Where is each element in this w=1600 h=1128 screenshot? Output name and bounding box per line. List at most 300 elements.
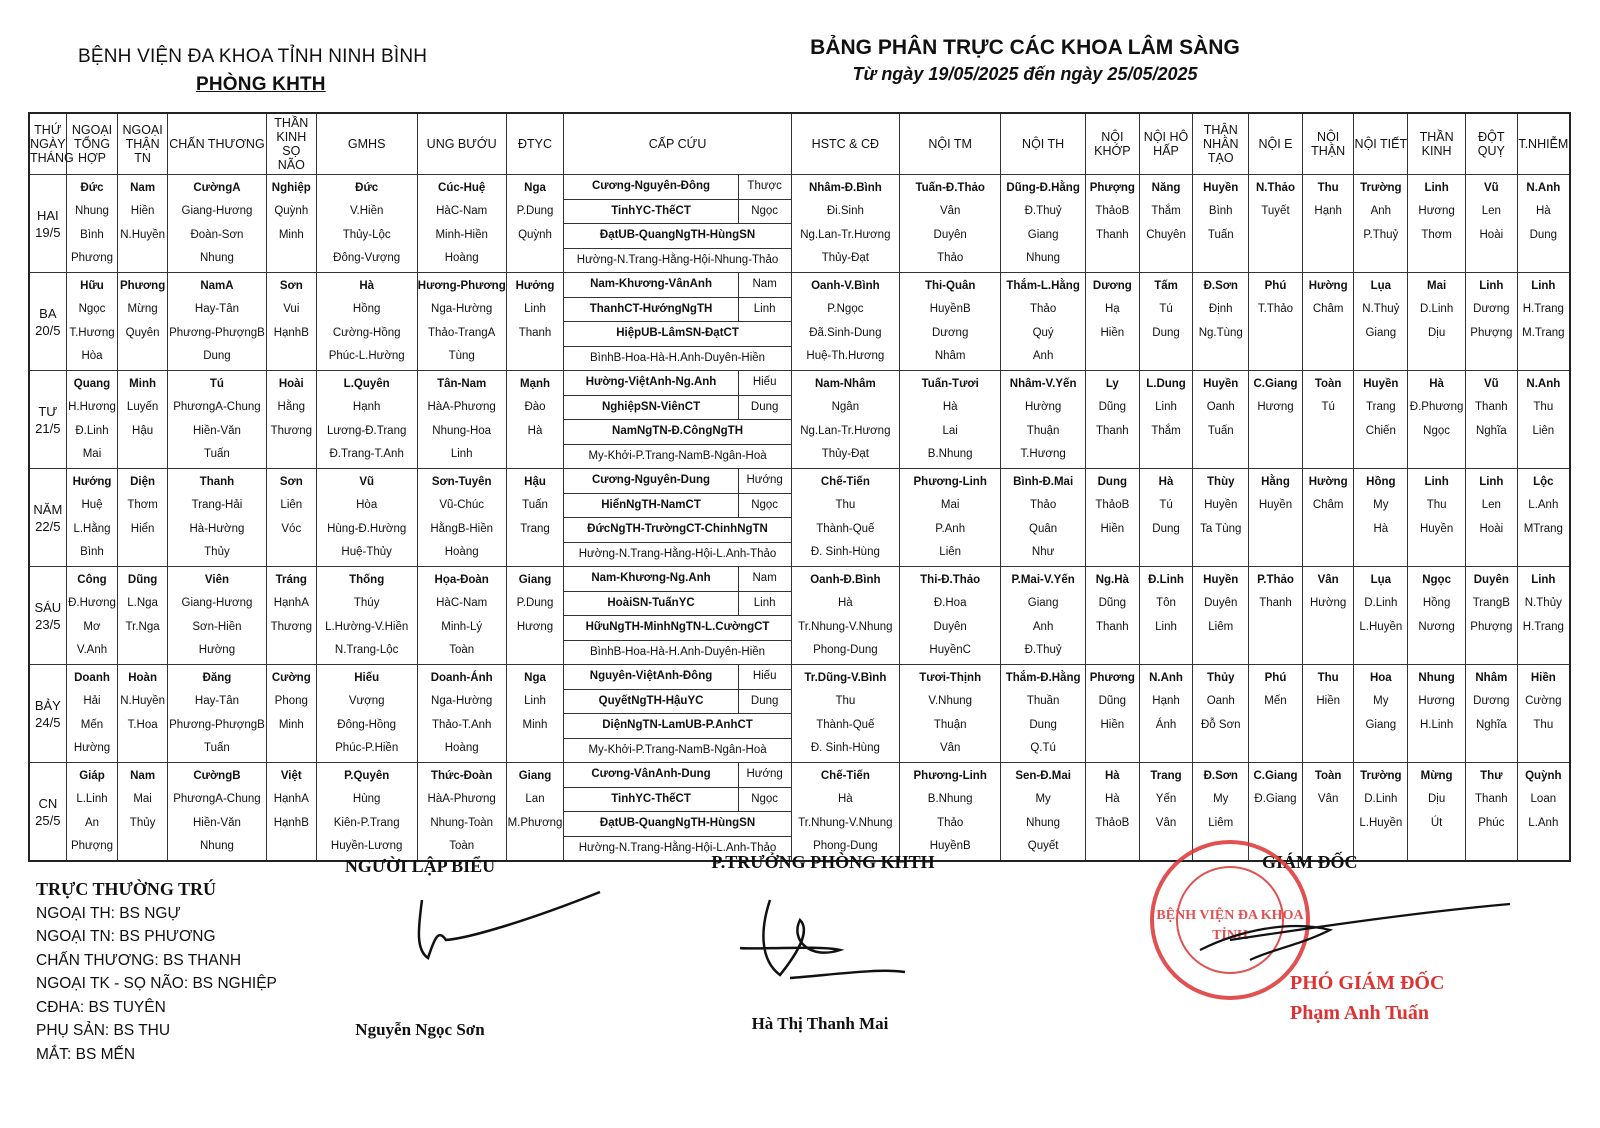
staff-name: Thủy bbox=[129, 816, 156, 829]
staff-name: Đăng bbox=[202, 671, 232, 684]
emergency-row bbox=[564, 371, 790, 396]
emergency-row bbox=[564, 665, 790, 690]
staff-name: Dương bbox=[932, 326, 969, 339]
staff-name bbox=[1303, 420, 1354, 444]
staff-name: Hiền-Văn bbox=[192, 424, 241, 437]
roster-cell bbox=[1085, 175, 1139, 273]
staff-name: Hoàng bbox=[444, 742, 479, 754]
staff-name: Dũng bbox=[1098, 401, 1127, 413]
roster-cell bbox=[1085, 665, 1139, 763]
staff-name: Vân bbox=[1155, 816, 1177, 829]
emergency-team: Nam-Khương-VânAnh bbox=[590, 278, 712, 290]
staff-name: MTrang bbox=[1523, 522, 1563, 535]
staff-name: Hiếu bbox=[354, 671, 380, 684]
staff-name: HàA-Phương bbox=[427, 793, 496, 805]
staff-name bbox=[1408, 541, 1465, 565]
staff-name: Linh bbox=[1424, 475, 1449, 488]
staff-name: Sơn-Hiền bbox=[192, 620, 242, 633]
staff-name: Linh bbox=[1155, 401, 1177, 413]
staff-name: Năng bbox=[1151, 181, 1181, 194]
staff-name: Châm bbox=[1312, 499, 1344, 511]
col-than-nhan-tao: THẬN NHÂN TẠO bbox=[1193, 113, 1249, 175]
staff-name: Hoài bbox=[1479, 522, 1504, 535]
roster-cell bbox=[900, 665, 1001, 763]
staff-name bbox=[1303, 541, 1354, 565]
roster-cell bbox=[506, 175, 564, 273]
staff-name: Huyền bbox=[1419, 522, 1454, 535]
vice-director-name: Phạm Anh Tuấn bbox=[1290, 1002, 1429, 1024]
staff-name: B.Nhung bbox=[927, 793, 973, 805]
staff-name: Hiền bbox=[1316, 695, 1340, 707]
staff-name: Nga bbox=[524, 181, 546, 194]
day-name: BA bbox=[39, 305, 57, 321]
roster-cell bbox=[316, 175, 417, 273]
staff-name: Nam bbox=[130, 181, 156, 194]
staff-name: Thảo-TrangA bbox=[428, 326, 496, 339]
staff-name: Tú bbox=[1159, 499, 1173, 511]
staff-name: Lan bbox=[525, 793, 545, 805]
staff-name: Tú bbox=[209, 377, 224, 390]
roster-cell bbox=[267, 469, 317, 567]
staff-name: Mến bbox=[1264, 695, 1287, 707]
staff-name: N.Huyền bbox=[120, 695, 165, 707]
staff-name bbox=[1466, 639, 1517, 663]
roster-cell bbox=[417, 665, 506, 763]
staff-name bbox=[1466, 737, 1517, 761]
roster-cell bbox=[1517, 665, 1570, 763]
staff-name: H.Linh bbox=[1419, 718, 1454, 731]
staff-name: Út bbox=[1430, 816, 1443, 829]
staff-name: Thanh bbox=[1096, 228, 1129, 241]
staff-name bbox=[1354, 639, 1407, 663]
staff-name: HạnhB bbox=[273, 326, 309, 339]
emergency-cell bbox=[564, 763, 791, 862]
staff-name bbox=[1140, 639, 1193, 663]
roster-cell bbox=[1193, 371, 1249, 469]
staff-name: Phượng bbox=[1470, 620, 1513, 633]
staff-name: Hùng bbox=[352, 793, 381, 805]
roster-cell bbox=[1354, 567, 1408, 665]
staff-name: Huệ bbox=[81, 499, 103, 511]
staff-name: Phúc-L.Hường bbox=[328, 350, 405, 362]
roster-cell bbox=[1001, 175, 1086, 273]
staff-name: Vân bbox=[1317, 573, 1339, 586]
roster-cell bbox=[1354, 763, 1408, 862]
vice-head-name-block bbox=[700, 1014, 940, 1034]
col-dot-quy: ĐỘT QUỴ bbox=[1466, 113, 1518, 175]
staff-name: ThảoB bbox=[1095, 499, 1130, 511]
staff-name: Liêm bbox=[1208, 816, 1234, 829]
staff-name: Hoa bbox=[1369, 671, 1392, 684]
staff-name: Tr.Nhung-V.Nhung bbox=[798, 620, 893, 633]
staff-name: Đ.Linh bbox=[75, 424, 109, 437]
staff-name: Tuấn bbox=[1207, 228, 1234, 241]
staff-name bbox=[1249, 224, 1302, 248]
staff-name bbox=[1466, 835, 1517, 859]
emergency-team: Nam-Khương-Ng.Anh bbox=[591, 572, 711, 584]
staff-name: Mai bbox=[1427, 279, 1447, 292]
day-row bbox=[29, 273, 1570, 371]
staff-name: Hạ bbox=[1104, 303, 1120, 315]
roster-cell bbox=[118, 567, 168, 665]
staff-name: Thi-Đ.Thảo bbox=[920, 573, 981, 586]
roster-cell bbox=[1193, 273, 1249, 371]
staff-name: L.Hường-V.Hiền bbox=[325, 620, 409, 633]
emergency-team: ThanhCT-HướngNgTH bbox=[589, 302, 713, 315]
staff-name: HằngB-Hiền bbox=[430, 522, 494, 535]
staff-name: Nhung-Toàn bbox=[430, 816, 494, 829]
staff-name: L.Quyên bbox=[343, 377, 390, 390]
staff-name: Dung bbox=[1152, 326, 1180, 339]
emergency-team: ĐứcNgTH-TrườngCT-ChinhNgTN bbox=[587, 523, 768, 535]
emergency-side: Dung bbox=[738, 396, 791, 420]
staff-name: Đ.Hoa bbox=[933, 597, 967, 609]
emergency-team: TinhYC-ThếCT bbox=[611, 792, 691, 805]
staff-name bbox=[1193, 639, 1248, 663]
col-gmhs: GMHS bbox=[316, 113, 417, 175]
staff-name: Thuần bbox=[1026, 695, 1060, 707]
emergency-row bbox=[564, 224, 790, 249]
staff-name bbox=[1086, 247, 1139, 271]
roster-cell bbox=[316, 665, 417, 763]
staff-name: Huyền bbox=[1203, 377, 1239, 390]
emergency-team: Cương-Nguyên-Dung bbox=[591, 474, 711, 486]
staff-name: Thu bbox=[835, 499, 856, 511]
staff-name: Linh bbox=[524, 303, 546, 315]
staff-name: Nhâm bbox=[934, 350, 966, 362]
staff-name: Huyền bbox=[1363, 377, 1399, 390]
staff-name: Hằng bbox=[1261, 475, 1290, 488]
roster-cell bbox=[1302, 469, 1354, 567]
emergency-team: TinhYC-ThếCT bbox=[611, 204, 691, 217]
day-cell bbox=[29, 665, 66, 763]
staff-name: Hương bbox=[1257, 401, 1294, 413]
roster-cell bbox=[118, 665, 168, 763]
roster-cell bbox=[316, 763, 417, 862]
staff-name: Tú bbox=[1159, 303, 1173, 315]
staff-name: Đoàn-Sơn bbox=[190, 228, 244, 241]
staff-name: Anh bbox=[1032, 350, 1054, 362]
staff-name: Nam bbox=[130, 769, 156, 782]
emergency-side: Dung bbox=[738, 690, 791, 714]
staff-name bbox=[118, 835, 167, 859]
staff-name: HuyềnB bbox=[929, 303, 971, 315]
emergency-row bbox=[564, 445, 790, 469]
staff-name: Huệ-Thủy bbox=[341, 546, 392, 558]
staff-name: Đi.Sinh bbox=[826, 205, 864, 217]
resident-duty bbox=[36, 878, 277, 1066]
roster-cell bbox=[1249, 469, 1303, 567]
emergency-row bbox=[564, 322, 790, 347]
staff-name: Hưởng bbox=[515, 279, 555, 292]
staff-name bbox=[1466, 247, 1517, 271]
staff-name: Toàn bbox=[1314, 769, 1342, 782]
roster-cell bbox=[1085, 469, 1139, 567]
staff-name: Ng.Tùng bbox=[1198, 326, 1243, 339]
staff-name: Mai bbox=[82, 448, 102, 460]
staff-name: Đ.Sơn bbox=[1203, 279, 1238, 292]
staff-name bbox=[1086, 541, 1139, 565]
emergency-cell bbox=[564, 175, 791, 273]
staff-name: Đ.Thuỷ bbox=[1024, 644, 1062, 656]
staff-name: HạnhA bbox=[273, 597, 309, 609]
staff-name: Loan bbox=[1530, 793, 1557, 805]
staff-name: Cúc-Huệ bbox=[438, 181, 486, 194]
col-noi-tiet: NỘI TIẾT bbox=[1354, 113, 1408, 175]
staff-name: Liêm bbox=[1208, 620, 1234, 633]
page-title: BẢNG PHÂN TRỰC CÁC KHOA LÂM SÀNG bbox=[810, 36, 1240, 59]
staff-name: H.Trang bbox=[1522, 303, 1564, 315]
staff-name: Oanh bbox=[1206, 695, 1235, 707]
staff-name bbox=[1140, 247, 1193, 271]
staff-name: Hiền-Văn bbox=[192, 816, 241, 829]
staff-name bbox=[267, 835, 316, 859]
vice-head-name: Hà Thị Thanh Mai bbox=[751, 1014, 889, 1033]
staff-name: N.Anh bbox=[1526, 181, 1561, 194]
staff-name bbox=[1140, 737, 1193, 761]
emergency-team: BìnhB-Hoa-Hà-H.Anh-Duyên-Hiền bbox=[589, 645, 766, 658]
staff-name: Hà bbox=[359, 279, 375, 292]
emergency-side: Ngọc bbox=[738, 788, 791, 812]
col-than-kinh: THẦN KINH bbox=[1408, 113, 1466, 175]
staff-name: Đông-Hồng bbox=[337, 718, 397, 731]
col-ung-buou: UNG BƯỚU bbox=[417, 113, 506, 175]
staff-name: Toàn bbox=[449, 644, 475, 656]
staff-name: Thanh bbox=[199, 475, 235, 488]
staff-name: Duyên bbox=[933, 620, 967, 633]
staff-name: HạnhB bbox=[273, 816, 309, 829]
staff-name bbox=[1354, 835, 1407, 859]
emergency-row bbox=[564, 200, 790, 225]
staff-name: Doanh bbox=[74, 671, 110, 684]
staff-name: Huyền bbox=[1258, 499, 1293, 511]
roster-cell bbox=[1139, 469, 1193, 567]
staff-name: T.Thảo bbox=[1257, 303, 1294, 315]
preparer-signature bbox=[410, 880, 610, 980]
staff-name: Hồng bbox=[1422, 597, 1451, 609]
staff-name: Hùng-Đ.Hường bbox=[327, 522, 407, 535]
col-ngoai-tong-hop: NGOẠI TỔNG HỢP bbox=[66, 113, 118, 175]
emergency-team: QuyếtNgTH-HậuYC bbox=[598, 694, 704, 707]
staff-name: Vân bbox=[939, 205, 961, 217]
staff-name bbox=[1466, 345, 1517, 369]
staff-name: Đức bbox=[80, 181, 104, 194]
roster-cell bbox=[1354, 469, 1408, 567]
staff-name: Giang bbox=[518, 573, 552, 586]
staff-name: Thanh bbox=[1259, 597, 1292, 609]
staff-name: Thùy bbox=[1207, 475, 1235, 488]
staff-name: Hà-Hường bbox=[189, 522, 245, 535]
staff-name: Dịu bbox=[1427, 326, 1446, 339]
roster-cell bbox=[66, 469, 118, 567]
roster-cell bbox=[1001, 665, 1086, 763]
staff-name: Doanh-Ánh bbox=[430, 671, 493, 684]
staff-name: Trang bbox=[1366, 401, 1396, 413]
roster-cell bbox=[1517, 371, 1570, 469]
preparer-title: NGƯỜI LẬP BIỂU bbox=[344, 856, 496, 876]
staff-name: Sen-Đ.Mai bbox=[1015, 769, 1071, 782]
day-cell bbox=[29, 567, 66, 665]
staff-name: N.Thảo bbox=[1256, 181, 1295, 194]
roster-cell bbox=[66, 175, 118, 273]
staff-name: Dương bbox=[1473, 695, 1510, 707]
emergency-side: Nam bbox=[738, 567, 791, 591]
staff-name bbox=[267, 737, 316, 761]
staff-name bbox=[267, 247, 316, 271]
header-right bbox=[800, 36, 1250, 85]
staff-name: Tú bbox=[1321, 401, 1335, 413]
staff-name: Thủy-Đạt bbox=[821, 448, 869, 460]
staff-name: Phương bbox=[119, 279, 166, 292]
staff-name: Lụa bbox=[1370, 279, 1392, 292]
emergency-row bbox=[564, 592, 790, 617]
roster-cell bbox=[1193, 175, 1249, 273]
staff-name: H.Hương bbox=[68, 401, 116, 413]
roster-cell bbox=[316, 567, 417, 665]
staff-name: Thương bbox=[270, 424, 313, 437]
day-date: 20/5 bbox=[35, 322, 61, 338]
staff-name: Oanh bbox=[1206, 401, 1235, 413]
emergency-row bbox=[564, 273, 790, 298]
emergency-row bbox=[564, 347, 790, 371]
staff-name: Vân bbox=[939, 742, 961, 754]
col-noi-tm: NỘI TM bbox=[900, 113, 1001, 175]
staff-name: Giáp bbox=[79, 769, 105, 782]
staff-name: Lương-Đ.Trang bbox=[326, 424, 407, 437]
staff-name: Đ.Phương bbox=[1409, 401, 1464, 413]
staff-name: P.Quyên bbox=[344, 769, 390, 782]
staff-name: Thu bbox=[1317, 181, 1339, 194]
staff-name bbox=[1408, 345, 1465, 369]
staff-name: Mai bbox=[940, 499, 960, 511]
roster-cell bbox=[417, 273, 506, 371]
staff-name: Chế-Tiến bbox=[820, 769, 870, 782]
roster-body bbox=[29, 175, 1570, 862]
staff-name bbox=[1303, 714, 1354, 738]
staff-name: Họa-Đoàn bbox=[434, 573, 489, 586]
staff-name: Ng.Lan-Tr.Hương bbox=[800, 228, 891, 241]
roster-cell bbox=[316, 371, 417, 469]
emergency-team: Hường-N.Trang-Hằng-Hội-L.Anh-Thảo bbox=[578, 547, 777, 560]
staff-name: An bbox=[84, 816, 100, 829]
staff-name bbox=[1354, 541, 1407, 565]
staff-name bbox=[1518, 737, 1569, 761]
day-cell bbox=[29, 273, 66, 371]
staff-name: Trang-Hải bbox=[191, 499, 243, 511]
staff-name: Cường bbox=[271, 671, 311, 684]
roster-cell bbox=[118, 763, 168, 862]
staff-name: TrangB bbox=[1472, 597, 1510, 609]
staff-name: Vũ-Chúc bbox=[439, 499, 485, 511]
day-date: 22/5 bbox=[35, 518, 61, 534]
staff-name: T.Hương bbox=[69, 326, 115, 339]
staff-name: Thảo-T.Anh bbox=[431, 718, 492, 731]
staff-name: V.Nhung bbox=[928, 695, 973, 707]
col-noi-th: NỘI TH bbox=[1001, 113, 1086, 175]
staff-name: Đ. Sinh-Hùng bbox=[810, 546, 880, 558]
roster-cell bbox=[1193, 567, 1249, 665]
day-name: HAI bbox=[37, 207, 59, 223]
staff-name: Thanh bbox=[1475, 793, 1508, 805]
staff-name: Lụa bbox=[1370, 573, 1392, 586]
staff-name: Hiền bbox=[130, 205, 155, 217]
emergency-row bbox=[564, 812, 790, 837]
roster-cell bbox=[267, 763, 317, 862]
roster-cell bbox=[1193, 665, 1249, 763]
staff-name: Trang bbox=[1150, 769, 1182, 782]
staff-name: M.Phương bbox=[507, 816, 563, 829]
roster-cell bbox=[1466, 665, 1518, 763]
staff-name: Hương-Phương bbox=[417, 279, 506, 292]
staff-name bbox=[1086, 443, 1139, 467]
roster-cell bbox=[1517, 567, 1570, 665]
staff-name: Như bbox=[1031, 546, 1055, 558]
staff-name: Sơn-Tuyên bbox=[431, 475, 492, 488]
staff-name: Hạnh bbox=[1152, 695, 1180, 707]
staff-name: Q.Tú bbox=[1030, 742, 1056, 754]
staff-name bbox=[118, 737, 167, 761]
staff-name: P.Mai-V.Yến bbox=[1011, 573, 1075, 586]
roster-cell bbox=[1408, 665, 1466, 763]
day-row bbox=[29, 567, 1570, 665]
staff-name: Tuấn bbox=[522, 499, 548, 511]
staff-name bbox=[1303, 345, 1354, 369]
emergency-team: HiểnNgTH-NamCT bbox=[601, 498, 701, 511]
staff-name: Thủy bbox=[204, 546, 230, 558]
roster-cell bbox=[506, 469, 564, 567]
emergency-cell bbox=[564, 567, 791, 665]
roster-cell bbox=[1466, 469, 1518, 567]
staff-name: Hoài bbox=[1479, 228, 1504, 241]
emergency-row bbox=[564, 175, 790, 200]
staff-name bbox=[1518, 345, 1569, 369]
staff-name: Vũ bbox=[1483, 181, 1499, 194]
staff-name bbox=[1140, 541, 1193, 565]
staff-name bbox=[1249, 420, 1302, 444]
staff-name: Dũng-Đ.Hằng bbox=[1006, 181, 1080, 194]
staff-name: Thuận bbox=[1026, 424, 1060, 437]
staff-name: Tr.Nga bbox=[125, 620, 160, 633]
staff-name: Hữu bbox=[80, 279, 104, 292]
staff-name: Luyến bbox=[126, 401, 159, 413]
staff-name: HàC-Nam bbox=[436, 597, 488, 609]
roster-cell bbox=[1466, 371, 1518, 469]
staff-name: Thanh bbox=[1475, 401, 1508, 413]
staff-name: Châm bbox=[1312, 303, 1344, 315]
emergency-row bbox=[564, 469, 790, 494]
staff-name: Mến bbox=[80, 718, 104, 731]
staff-name: Chiến bbox=[1365, 424, 1396, 437]
staff-name: Phú bbox=[1264, 671, 1287, 684]
staff-name: Nhung bbox=[200, 840, 234, 852]
staff-name bbox=[1303, 322, 1354, 346]
staff-name bbox=[1466, 541, 1517, 565]
staff-name bbox=[267, 541, 316, 565]
staff-name: Giang bbox=[1027, 597, 1059, 609]
staff-name: Yến bbox=[1155, 793, 1177, 805]
staff-name: Thủy-Đạt bbox=[821, 252, 869, 264]
staff-name: Hà bbox=[1373, 522, 1389, 535]
roster-cell bbox=[900, 175, 1001, 273]
staff-name: Hay-Tân bbox=[194, 303, 239, 315]
roster-cell bbox=[1408, 763, 1466, 862]
resident-line: NGOẠI TN: BS PHƯƠNG bbox=[36, 928, 216, 945]
staff-name: Phương-Linh bbox=[913, 769, 987, 782]
day-date: 23/5 bbox=[35, 616, 61, 632]
emergency-cell bbox=[564, 469, 791, 567]
staff-name: Định bbox=[1208, 303, 1233, 315]
staff-name: Phương-Linh bbox=[913, 475, 987, 488]
